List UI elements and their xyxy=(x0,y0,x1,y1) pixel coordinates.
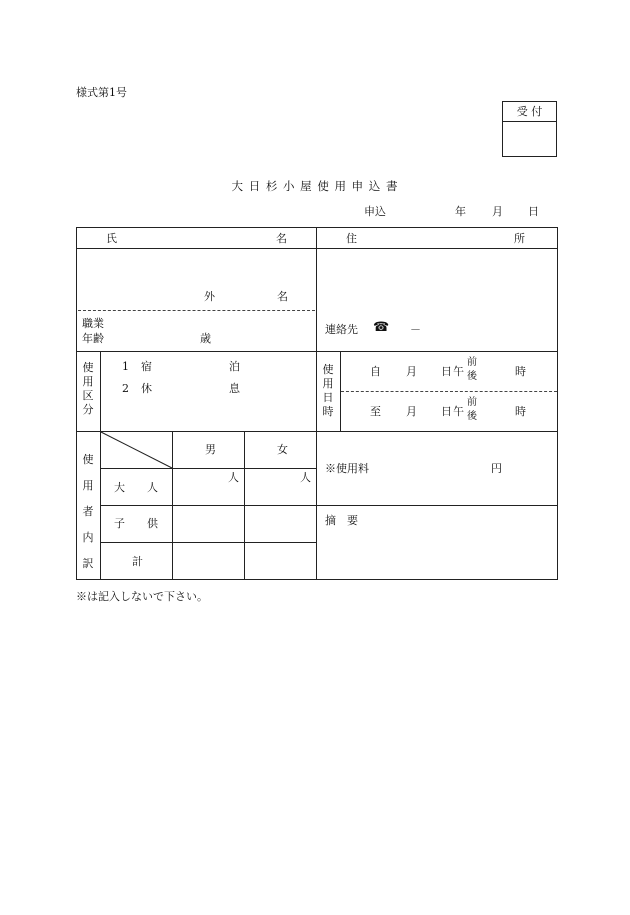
users-adult-female-unit: 人 xyxy=(300,471,311,484)
fee-unit: 円 xyxy=(491,462,502,475)
usage-type-label: 使用区分 xyxy=(82,361,94,416)
datetime-to-go: 午 xyxy=(453,405,464,418)
users-row-child: 子 供 xyxy=(114,517,158,530)
datetime-from-am: 前 xyxy=(467,357,477,368)
form-number: 様式第1号 xyxy=(76,86,127,99)
col-line-center xyxy=(316,227,317,580)
header-name-right: 名 xyxy=(276,232,287,245)
receipt-box-label: 受 付 xyxy=(516,105,543,118)
page-title: 大 日 杉 小 屋 使 用 申 込 書 xyxy=(231,179,399,193)
usage-option1-unit: 泊 xyxy=(229,360,240,373)
datetime-to-am: 前 xyxy=(467,397,477,408)
datetime-to-month: 月 xyxy=(406,405,417,418)
application-date-month: 月 xyxy=(492,205,503,218)
usage-option1-num: 1 xyxy=(122,360,129,373)
datetime-from-pm: 後 xyxy=(467,371,477,382)
header-name-left: 氏 xyxy=(106,232,117,245)
users-header-diagonal xyxy=(100,431,173,469)
row-line-users-adult xyxy=(100,505,316,506)
users-row-adult: 大 人 xyxy=(114,481,158,494)
datetime-to-ampm xyxy=(465,396,479,424)
usage-option1-label: 宿 xyxy=(141,360,152,373)
row-line-applicant xyxy=(76,351,558,352)
users-adult-male-unit: 人 xyxy=(228,471,239,484)
others-label: 外 xyxy=(204,290,215,303)
name-dashed-divider xyxy=(78,310,315,311)
datetime-to-pm: 後 xyxy=(467,411,477,422)
occupation-label: 職業 xyxy=(82,317,104,330)
application-date-day: 日 xyxy=(528,205,539,218)
datetime-from: 自 xyxy=(370,365,381,378)
usage-option2-unit: 息 xyxy=(229,382,240,395)
remarks-label: 摘 要 xyxy=(325,514,358,527)
row-line-header xyxy=(76,248,558,249)
datetime-dashed-divider xyxy=(341,391,557,392)
datetime-from-month: 月 xyxy=(406,365,417,378)
datetime-to-hour: 時 xyxy=(515,405,526,418)
usage-datetime-label: 使用日時 xyxy=(322,363,334,418)
contact-label: 連絡先 xyxy=(325,323,358,336)
datetime-to: 至 xyxy=(370,405,381,418)
header-address-right: 所 xyxy=(514,232,525,245)
row-line-users-child xyxy=(100,542,316,543)
datetime-from-hour: 時 xyxy=(515,365,526,378)
fee-label: ※使用料 xyxy=(325,462,369,475)
age-suffix: 歳 xyxy=(200,332,211,345)
phone-dash: － xyxy=(410,323,421,336)
application-date-year: 年 xyxy=(455,205,466,218)
usage-option2-num: 2 xyxy=(122,382,129,395)
users-label: 使用者内訳 xyxy=(82,453,94,570)
others-suffix: 名 xyxy=(277,290,288,303)
usage-option2-label: 休 xyxy=(141,382,152,395)
age-label: 年齢 xyxy=(82,332,104,345)
row-line-fee xyxy=(316,505,558,506)
application-date-prefix: 申込 xyxy=(364,205,386,218)
phone-icon: ☎ xyxy=(373,320,390,335)
receipt-box-divider xyxy=(502,121,557,122)
datetime-from-ampm xyxy=(465,356,479,384)
users-col-male: 男 xyxy=(205,443,216,456)
users-row-total: 計 xyxy=(132,555,143,568)
users-col-female: 女 xyxy=(277,443,288,456)
datetime-to-day: 日 xyxy=(441,405,452,418)
header-address-left: 住 xyxy=(346,232,357,245)
footnote: ※は記入しないで下さい。 xyxy=(76,590,208,603)
datetime-from-go: 午 xyxy=(453,365,464,378)
datetime-from-day: 日 xyxy=(441,365,452,378)
